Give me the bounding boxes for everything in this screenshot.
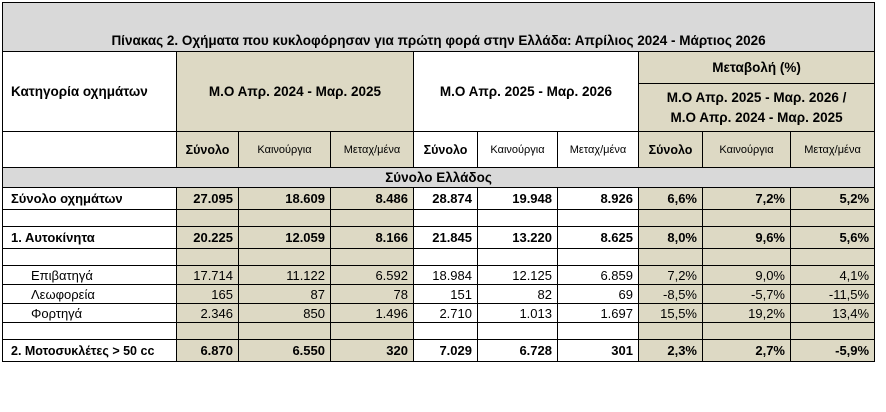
cell: 6.870 bbox=[177, 340, 239, 362]
cell: 6.728 bbox=[478, 340, 558, 362]
table-row bbox=[3, 266, 875, 285]
cell: 12.059 bbox=[239, 227, 331, 249]
category-header-spacer bbox=[3, 132, 177, 168]
cell: 8,0% bbox=[639, 227, 703, 249]
row-label: 2. Μοτοσυκλέτες > 50 cc bbox=[3, 340, 177, 362]
cell: 2.346 bbox=[177, 304, 239, 323]
cell: 2,7% bbox=[703, 340, 791, 362]
cell: 8.486 bbox=[331, 188, 414, 210]
period1-header: Μ.Ο Απρ. 2024 - Μαρ. 2025 bbox=[177, 52, 414, 132]
row-label: Λεωφορεία bbox=[3, 285, 177, 304]
cell: 5,6% bbox=[791, 227, 875, 249]
spacer-row bbox=[3, 210, 875, 227]
cell: 6.859 bbox=[558, 266, 639, 285]
change-period-header bbox=[639, 84, 875, 132]
spacer-row bbox=[3, 249, 875, 266]
cell: 6.592 bbox=[331, 266, 414, 285]
change-used-header: Μεταχ/μένα bbox=[791, 132, 875, 168]
section-header: Σύνολο Ελλάδος bbox=[3, 168, 875, 188]
table-title: Πίνακας 2. Οχήματα που κυκλοφόρησαν για πρώτη φορά στην Ελλάδα: Απρίλιος 2024 - Μάρτιος 2026 bbox=[3, 29, 875, 52]
top-band bbox=[3, 3, 875, 30]
cell: 8.926 bbox=[558, 188, 639, 210]
cell: 320 bbox=[331, 340, 414, 362]
cell: 8.166 bbox=[331, 227, 414, 249]
cell: 850 bbox=[239, 304, 331, 323]
cell: 9,0% bbox=[703, 266, 791, 285]
cell: 6.550 bbox=[239, 340, 331, 362]
cell: 21.845 bbox=[414, 227, 478, 249]
change-period-line2: Μ.Ο Απρ. 2024 - Μαρ. 2025 bbox=[670, 109, 843, 125]
cell: 9,6% bbox=[703, 227, 791, 249]
p1-used-header: Μεταχ/μένα bbox=[331, 132, 414, 168]
table-row bbox=[3, 304, 875, 323]
cell: 13.220 bbox=[478, 227, 558, 249]
cell: -5,9% bbox=[791, 340, 875, 362]
cell: 27.095 bbox=[177, 188, 239, 210]
cell: 2,3% bbox=[639, 340, 703, 362]
cell: 1.013 bbox=[478, 304, 558, 323]
cell: 19,2% bbox=[703, 304, 791, 323]
vehicle-registrations-table-container bbox=[2, 2, 874, 362]
cell: 82 bbox=[478, 285, 558, 304]
p1-total-header: Σύνολο bbox=[177, 132, 239, 168]
table-row bbox=[3, 227, 875, 249]
cell: 7.029 bbox=[414, 340, 478, 362]
cell: 12.125 bbox=[478, 266, 558, 285]
cell: 15,5% bbox=[639, 304, 703, 323]
category-header: Κατηγορία οχημάτων bbox=[3, 52, 177, 132]
table-row bbox=[3, 340, 875, 362]
cell: 20.225 bbox=[177, 227, 239, 249]
cell: 7,2% bbox=[703, 188, 791, 210]
vehicle-registrations-table bbox=[2, 2, 875, 362]
cell: 18.984 bbox=[414, 266, 478, 285]
cell: 11.122 bbox=[239, 266, 331, 285]
cell: 69 bbox=[558, 285, 639, 304]
cell: 1.697 bbox=[558, 304, 639, 323]
period2-header: Μ.Ο Απρ. 2025 - Μαρ. 2026 bbox=[414, 52, 639, 132]
cell: 7,2% bbox=[639, 266, 703, 285]
p2-used-header: Μεταχ/μένα bbox=[558, 132, 639, 168]
cell: -8,5% bbox=[639, 285, 703, 304]
p2-total-header: Σύνολο bbox=[414, 132, 478, 168]
cell: 2.710 bbox=[414, 304, 478, 323]
cell: 19.948 bbox=[478, 188, 558, 210]
change-period-line1: Μ.Ο Απρ. 2025 - Μαρ. 2026 / bbox=[666, 89, 847, 105]
spacer-row bbox=[3, 323, 875, 340]
cell: 87 bbox=[239, 285, 331, 304]
cell: 1.496 bbox=[331, 304, 414, 323]
cell: 165 bbox=[177, 285, 239, 304]
table-row bbox=[3, 188, 875, 210]
p1-new-header: Καινούργια bbox=[239, 132, 331, 168]
change-new-header: Καινούργια bbox=[703, 132, 791, 168]
row-label: 1. Αυτοκίνητα bbox=[3, 227, 177, 249]
table-row bbox=[3, 285, 875, 304]
cell: 18.609 bbox=[239, 188, 331, 210]
cell: 17.714 bbox=[177, 266, 239, 285]
cell: 78 bbox=[331, 285, 414, 304]
p2-new-header: Καινούργια bbox=[478, 132, 558, 168]
cell: 301 bbox=[558, 340, 639, 362]
change-header: Μεταβολή (%) bbox=[639, 52, 875, 84]
row-label: Φορτηγά bbox=[3, 304, 177, 323]
change-total-header: Σύνολο bbox=[639, 132, 703, 168]
cell: 6,6% bbox=[639, 188, 703, 210]
row-label: Επιβατηγά bbox=[3, 266, 177, 285]
cell: 151 bbox=[414, 285, 478, 304]
cell: 4,1% bbox=[791, 266, 875, 285]
cell: 28.874 bbox=[414, 188, 478, 210]
cell: 13,4% bbox=[791, 304, 875, 323]
row-label: Σύνολο οχημάτων bbox=[3, 188, 177, 210]
cell: 8.625 bbox=[558, 227, 639, 249]
cell: 5,2% bbox=[791, 188, 875, 210]
cell: -11,5% bbox=[791, 285, 875, 304]
cell: -5,7% bbox=[703, 285, 791, 304]
